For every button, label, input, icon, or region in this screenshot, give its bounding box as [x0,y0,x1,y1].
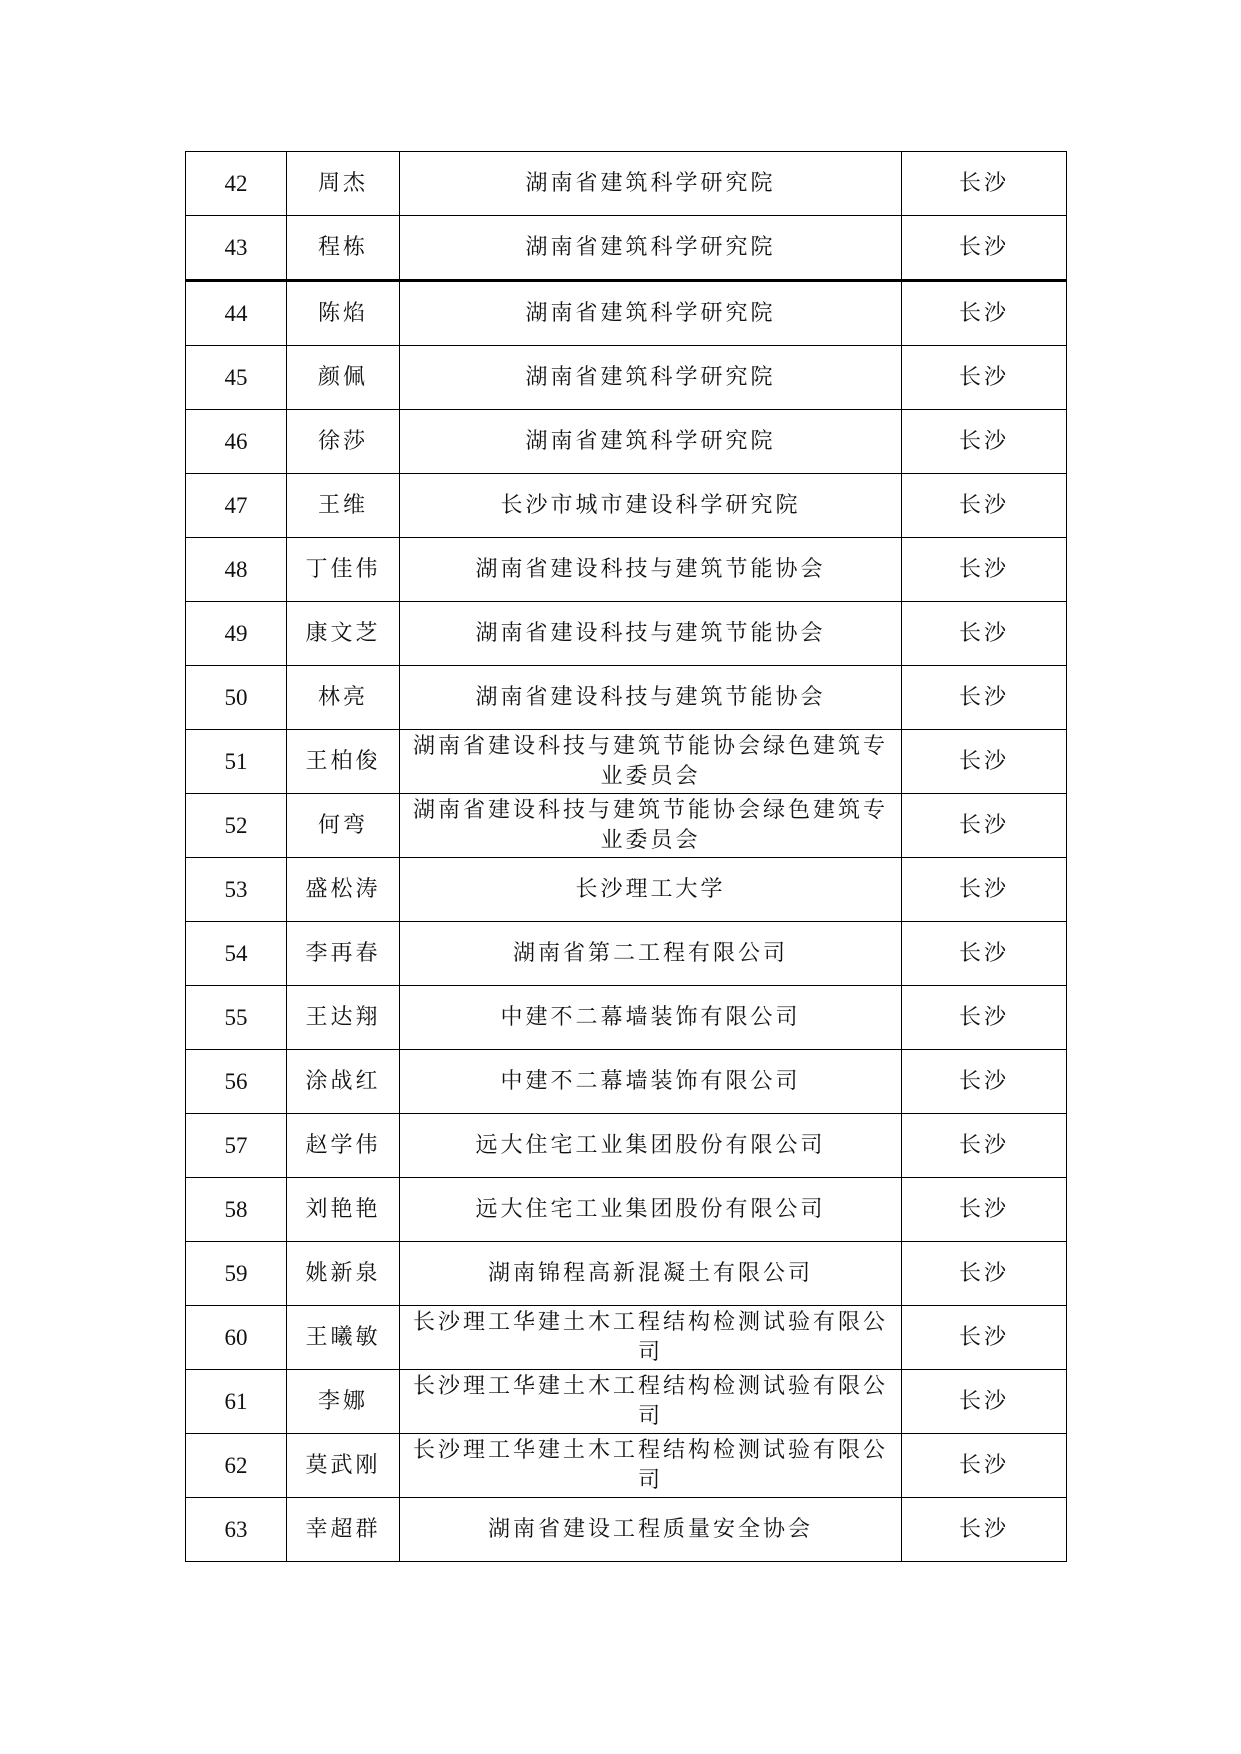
city: 长沙 [902,1178,1067,1242]
city: 长沙 [902,1114,1067,1178]
row-number: 42 [186,152,287,216]
table-row [186,281,1067,346]
organization: 湖南省建设科技与建筑节能协会 [400,602,902,666]
organization: 湖南省建筑科学研究院 [400,216,902,281]
person-name: 何弯 [287,794,400,858]
organization: 湖南锦程高新混凝土有限公司 [400,1242,902,1306]
table-row [186,346,1067,410]
row-number: 62 [186,1434,287,1498]
table-row [186,730,1067,794]
organization: 长沙市城市建设科学研究院 [400,474,902,538]
person-name: 周杰 [287,152,400,216]
person-name: 程栋 [287,216,400,281]
row-number: 56 [186,1050,287,1114]
row-number: 53 [186,858,287,922]
organization: 湖南省建设科技与建筑节能协会 [400,666,902,730]
table-row [186,858,1067,922]
city: 长沙 [902,922,1067,986]
organization: 远大住宅工业集团股份有限公司 [400,1178,902,1242]
row-number: 50 [186,666,287,730]
organization: 湖南省建设科技与建筑节能协会绿色建筑专业委员会 [400,794,902,858]
organization: 远大住宅工业集团股份有限公司 [400,1114,902,1178]
person-name: 刘艳艳 [287,1178,400,1242]
table-row [186,410,1067,474]
organization: 长沙理工大学 [400,858,902,922]
city: 长沙 [902,1306,1067,1370]
table-row [186,216,1067,281]
city: 长沙 [902,538,1067,602]
organization: 湖南省第二工程有限公司 [400,922,902,986]
row-number: 57 [186,1114,287,1178]
city: 长沙 [902,216,1067,281]
city: 长沙 [902,602,1067,666]
row-number: 46 [186,410,287,474]
city: 长沙 [902,1434,1067,1498]
row-number: 49 [186,602,287,666]
person-name: 丁佳伟 [287,538,400,602]
row-number: 63 [186,1498,287,1562]
organization: 湖南省建筑科学研究院 [400,152,902,216]
table-row [186,794,1067,858]
organization: 湖南省建设工程质量安全协会 [400,1498,902,1562]
row-number: 44 [186,281,287,346]
person-name: 莫武刚 [287,1434,400,1498]
table-row [186,152,1067,216]
table-row [186,1498,1067,1562]
city: 长沙 [902,858,1067,922]
table-row [186,1434,1067,1498]
row-number: 58 [186,1178,287,1242]
city: 长沙 [902,281,1067,346]
row-number: 54 [186,922,287,986]
person-name: 徐莎 [287,410,400,474]
person-name: 王达翔 [287,986,400,1050]
organization: 湖南省建筑科学研究院 [400,346,902,410]
table-row [186,1114,1067,1178]
person-name: 李娜 [287,1370,400,1434]
city: 长沙 [902,1370,1067,1434]
organization: 中建不二幕墙装饰有限公司 [400,986,902,1050]
organization: 湖南省建筑科学研究院 [400,281,902,346]
table-row [186,1242,1067,1306]
organization: 湖南省建设科技与建筑节能协会绿色建筑专业委员会 [400,730,902,794]
city: 长沙 [902,474,1067,538]
city: 长沙 [902,410,1067,474]
table-row [186,986,1067,1050]
organization: 长沙理工华建土木工程结构检测试验有限公司 [400,1370,902,1434]
city: 长沙 [902,666,1067,730]
row-number: 51 [186,730,287,794]
city: 长沙 [902,1050,1067,1114]
person-name: 林亮 [287,666,400,730]
person-name: 颜佩 [287,346,400,410]
row-number: 43 [186,216,287,281]
organization: 长沙理工华建土木工程结构检测试验有限公司 [400,1306,902,1370]
person-name: 盛松涛 [287,858,400,922]
city: 长沙 [902,986,1067,1050]
city: 长沙 [902,730,1067,794]
table-row [186,1050,1067,1114]
person-name: 康文芝 [287,602,400,666]
row-number: 47 [186,474,287,538]
table-row [186,1370,1067,1434]
organization: 湖南省建筑科学研究院 [400,410,902,474]
organization: 湖南省建设科技与建筑节能协会 [400,538,902,602]
city: 长沙 [902,794,1067,858]
table-row [186,538,1067,602]
person-name: 幸超群 [287,1498,400,1562]
city: 长沙 [902,346,1067,410]
row-number: 52 [186,794,287,858]
row-number: 60 [186,1306,287,1370]
row-number: 59 [186,1242,287,1306]
person-name: 王曦敏 [287,1306,400,1370]
person-name: 李再春 [287,922,400,986]
table-row [186,1306,1067,1370]
city: 长沙 [902,152,1067,216]
person-name: 涂战红 [287,1050,400,1114]
row-number: 55 [186,986,287,1050]
table-row [186,666,1067,730]
person-name: 赵学伟 [287,1114,400,1178]
organization: 中建不二幕墙装饰有限公司 [400,1050,902,1114]
table-row [186,474,1067,538]
table-row [186,922,1067,986]
row-number: 45 [186,346,287,410]
city: 长沙 [902,1242,1067,1306]
row-number: 61 [186,1370,287,1434]
person-name: 王维 [287,474,400,538]
person-name: 王柏俊 [287,730,400,794]
person-name: 陈焰 [287,281,400,346]
organization: 长沙理工华建土木工程结构检测试验有限公司 [400,1434,902,1498]
table-row [186,1178,1067,1242]
city: 长沙 [902,1498,1067,1562]
personnel-table [185,151,1067,1562]
table-row [186,602,1067,666]
person-name: 姚新泉 [287,1242,400,1306]
row-number: 48 [186,538,287,602]
